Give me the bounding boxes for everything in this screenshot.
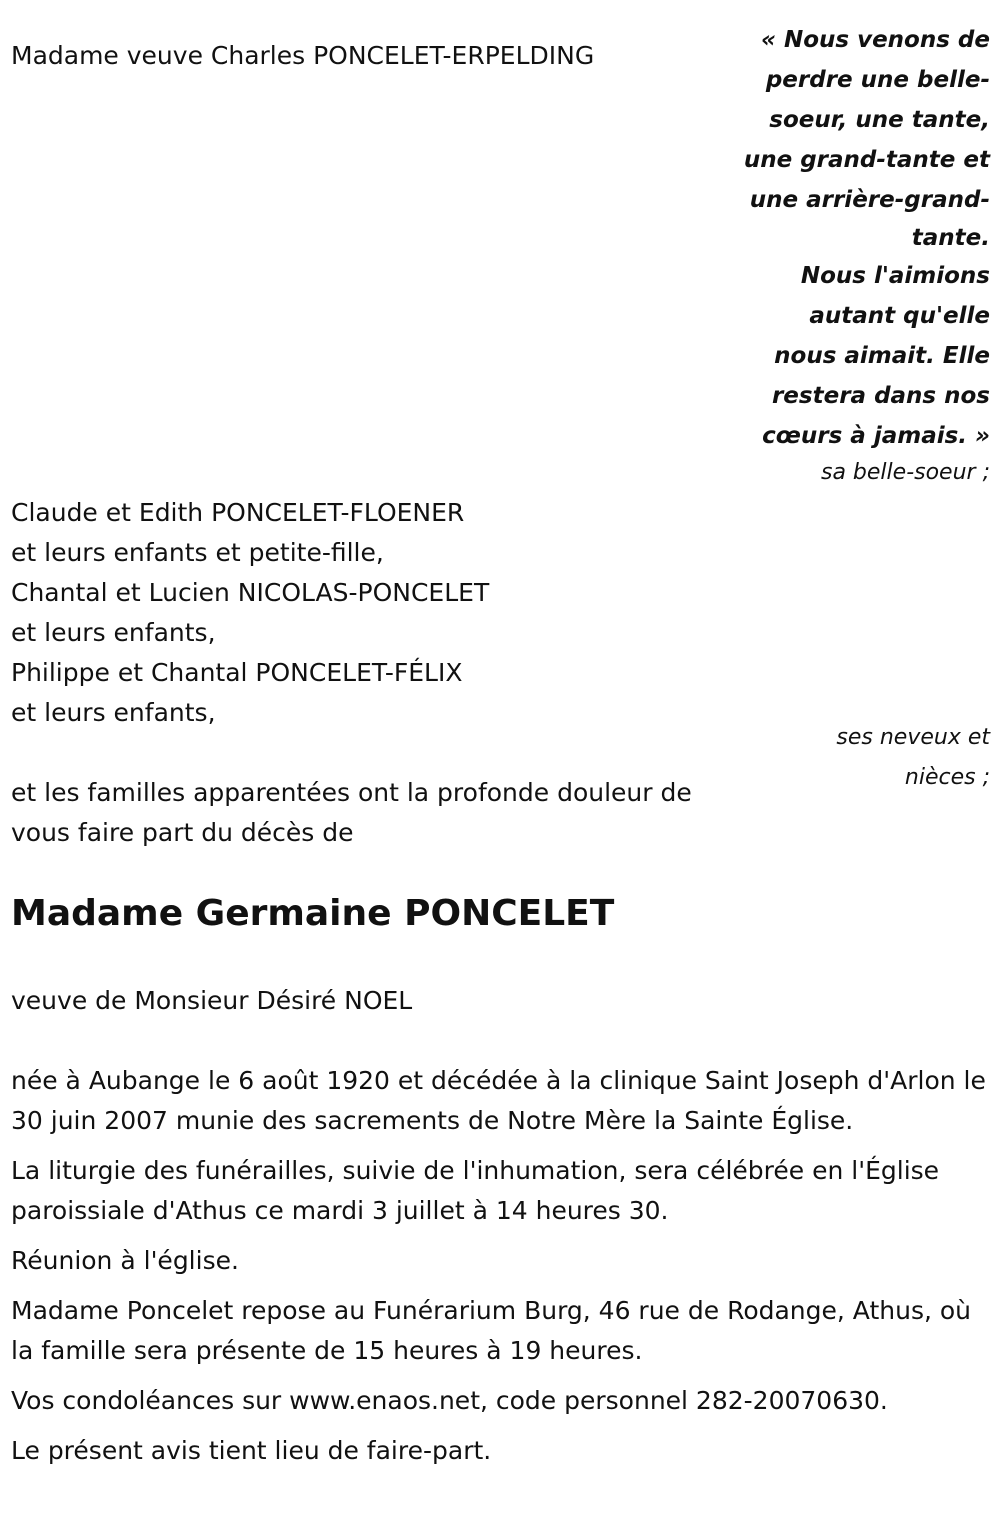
family-line: Claude et Edith PONCELET-FLOENER [11,498,465,527]
family-line: Chantal et Lucien NICOLAS-PONCELET [11,578,490,607]
funerarium-paragraph: Madame Poncelet repose au Funérarium Burg, 46 rue de Rodange, Athus, où la famille sera présente de 15 heures à 19 heures. [11,1296,972,1365]
nephews-attribution [790,718,990,798]
quote-line: soeur, une tante, [769,107,990,133]
announcer-line: Madame veuve Charles PONCELET-ERPELDING [11,41,595,70]
quote-line: une arrière-grand- [749,187,990,213]
quote-attribution: sa belle-soeur ; [821,460,990,485]
birth-death-paragraph: née à Aubange le 6 août 1920 et décédée à la clinique Saint Joseph d'Arlon le 30 juin 2007 munie des sacrements de Notre Mère la Sainte Église. [11,1066,986,1135]
memorial-quote [720,20,990,456]
quote-line: tante. [911,225,990,251]
widow-of-line: veuve de Monsieur Désiré NOEL [11,986,413,1015]
quote-line: « Nous venons de [761,27,990,53]
family-line: Philippe et Chantal PONCELET-FÉLIX [11,658,463,687]
quote-line: nous aimait. Elle [774,343,990,369]
family-list [11,493,489,733]
liturgy-paragraph: La liturgie des funérailles, suivie de l'inhumation, sera célébrée en l'Église paroissiale d'Athus ce mardi 3 juillet à 14 heures 30. [11,1156,940,1225]
family-line: et leurs enfants et petite-fille, [11,538,384,567]
deceased-name: Madame Germaine PONCELET [11,893,615,934]
intro-line: et les familles apparentées ont la profonde douleur de [11,778,692,807]
funeral-details [11,1061,991,1481]
condolences-paragraph: Vos condoléances sur www.enaos.net, code personnel 282-20070630. [11,1386,888,1415]
attribution-line: nièces ; [904,765,990,790]
quote-line: perdre une belle- [765,67,990,93]
quote-line: une grand-tante et [743,147,990,173]
meeting-paragraph: Réunion à l'église. [11,1246,239,1275]
quote-line: restera dans nos [771,383,990,409]
family-line: et leurs enfants, [11,698,216,727]
intro-line: vous faire part du décès de [11,818,354,847]
quote-line: Nous l'aimions [800,263,990,289]
family-line: et leurs enfants, [11,618,216,647]
notice-paragraph: Le présent avis tient lieu de faire-part. [11,1436,492,1465]
quote-line: autant qu'elle [809,303,990,329]
quote-line: cœurs à jamais. » [762,423,990,449]
attribution-line: ses neveux et [836,725,990,750]
announcement-intro [11,773,771,853]
